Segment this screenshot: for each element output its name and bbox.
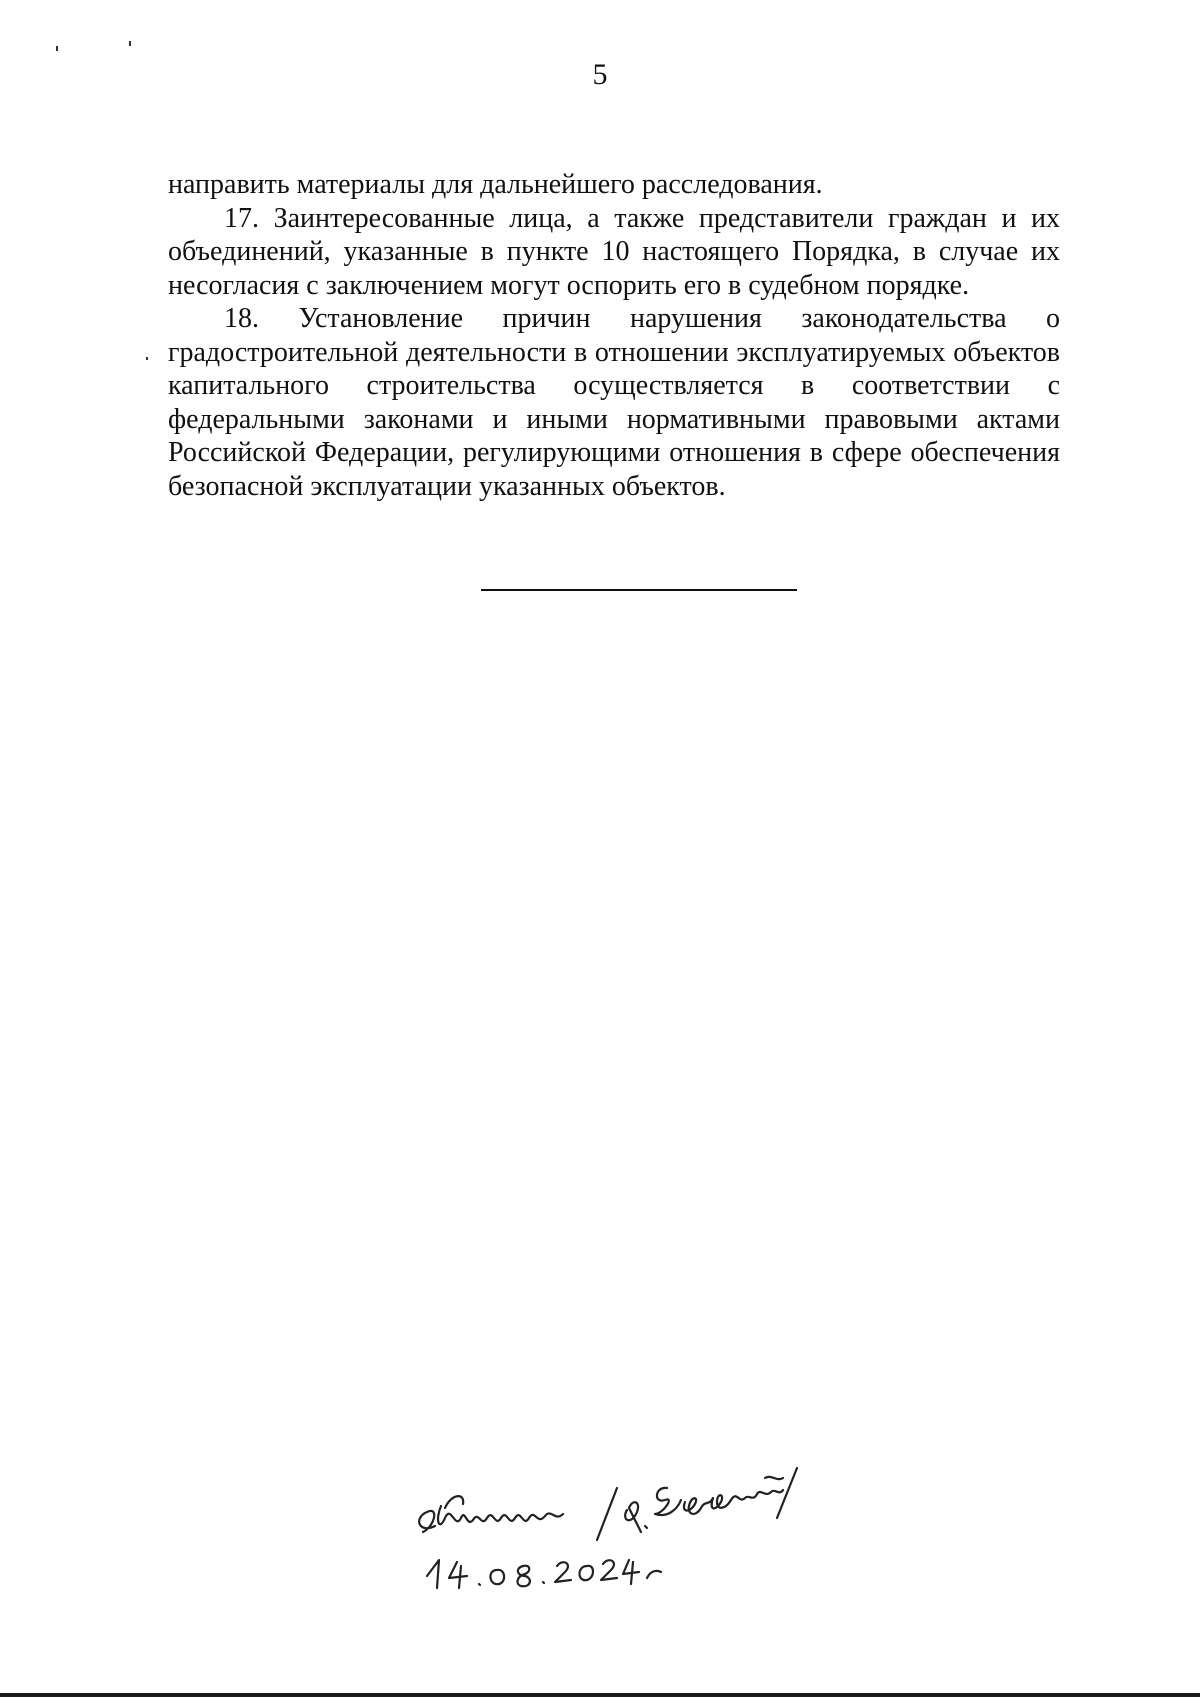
page-number: 5 [592, 58, 608, 91]
paragraph-17: 17. Заинтересованные лица, а также представители граждан и их объединений, указанные в пункте 10 настоящего Порядка, в случае их несогласия с заключением могут оспорить его в судебном порядке. [168, 202, 1060, 301]
document-body [168, 168, 1060, 503]
paragraph-18: 18. Установление причин нарушения законодательства о градостроительной деятельности в отношении эксплуатируемых объектов капитального строительства осуществляется в соответствии с федеральными законами и иными нормативными правовыми актами Российской Федерации, регулирующими отношения в сфере обеспечения безопасной эксплуатации указанных объектов. [168, 303, 1060, 502]
scan-mark-left [56, 46, 58, 51]
scan-mark-left-2 [129, 41, 131, 46]
handwritten-signature [405, 1448, 925, 1603]
scan-bottom-edge [0, 1693, 1200, 1697]
scan-mark-margin [146, 357, 148, 360]
end-separator-line [481, 589, 797, 591]
paragraph-continuation: направить материалы для дальнейшего расследования. [168, 169, 823, 200]
